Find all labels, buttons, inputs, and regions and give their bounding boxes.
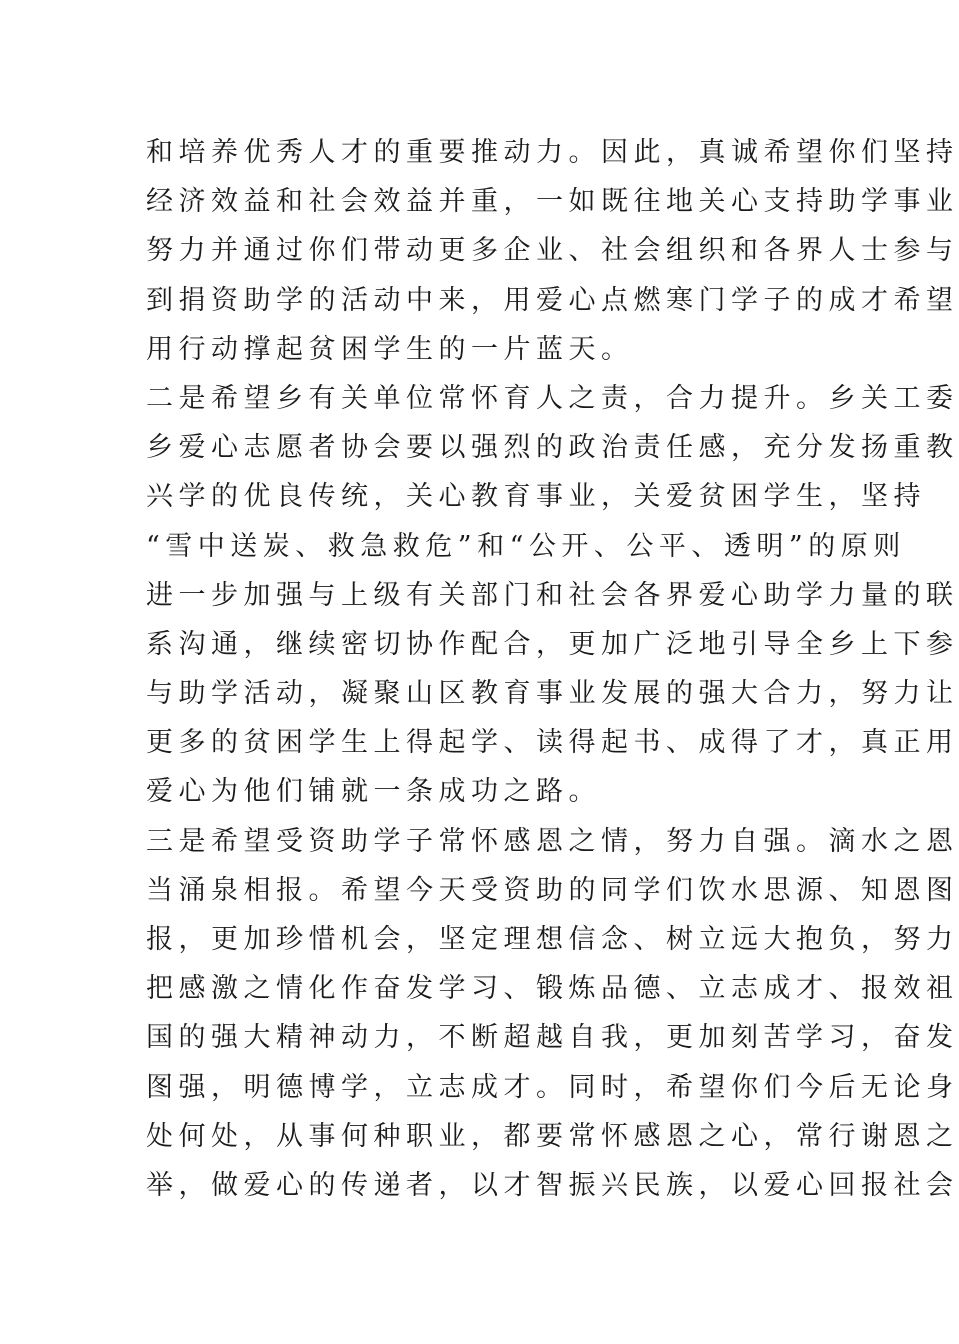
text-line: 报，更加珍惜机会，坚定理想信念、树立远大抱负，努力 xyxy=(146,924,959,955)
text-line: 经济效益和社会效益并重，一如既往地关心支持助学事业 xyxy=(146,186,959,218)
text-line: 国的强大精神动力，不断超越自我，更加刻苦学习，奋发 xyxy=(146,1022,959,1054)
text-line: 到捐资助学的活动中来，用爱心点燃寒门学子的成才希望 xyxy=(146,284,959,316)
text-line: 与助学活动，凝聚山区教育事业发展的强大合力，努力让 xyxy=(146,678,959,710)
text-line: 把感激之情化作奋发学习、锻炼品德、立志成才、报效祖 xyxy=(146,973,959,1005)
text-line: 进一步加强与上级有关部门和社会各界爱心助学力量的联 xyxy=(146,579,959,611)
text-line: 系沟通，继续密切协作配合，更加广泛地引导全乡上下参 xyxy=(146,628,959,660)
text-line: 三是希望受资助学子常怀感恩之情，努力自强。滴水之恩 xyxy=(146,825,959,857)
text-line: 兴学的优良传统，关心教育事业，关爱贫困学生，坚持 xyxy=(146,481,926,513)
text-line: 举，做爱心的传递者，以才智振兴民族，以爱心回报社会 xyxy=(146,1169,959,1201)
text-line: 用行动撑起贫困学生的一片蓝天。 xyxy=(146,333,634,365)
text-line: 和培养优秀人才的重要推动力。因此，真诚希望你们坚持 xyxy=(146,137,959,168)
text-line: 当涌泉相报。希望今天受资助的同学们饮水思源、知恩图 xyxy=(146,874,959,906)
text-line: 更多的贫困学生上得起学、读得起书、成得了才，真正用 xyxy=(146,727,959,759)
text-line: 努力并通过你们带动更多企业、社会组织和各界人士参与 xyxy=(146,235,959,267)
text-line: 图强，明德博学，立志成才。同时，希望你们今后无论身 xyxy=(146,1071,959,1103)
text-line: 爱心为他们铺就一条成功之路。 xyxy=(146,776,601,808)
body-text xyxy=(146,128,959,1210)
text-line: 乡爱心志愿者协会要以强烈的政治责任感，充分发扬重教 xyxy=(146,432,959,464)
text-line: 二是希望乡有关单位常怀育人之责，合力提升。乡关工委 xyxy=(146,382,959,414)
text-line: 处何处，从事何种职业，都要常怀感恩之心，常行谢恩之 xyxy=(146,1120,959,1152)
text-line: “雪中送炭、救急救危”和“公开、公平、透明”的原则 xyxy=(146,530,906,562)
